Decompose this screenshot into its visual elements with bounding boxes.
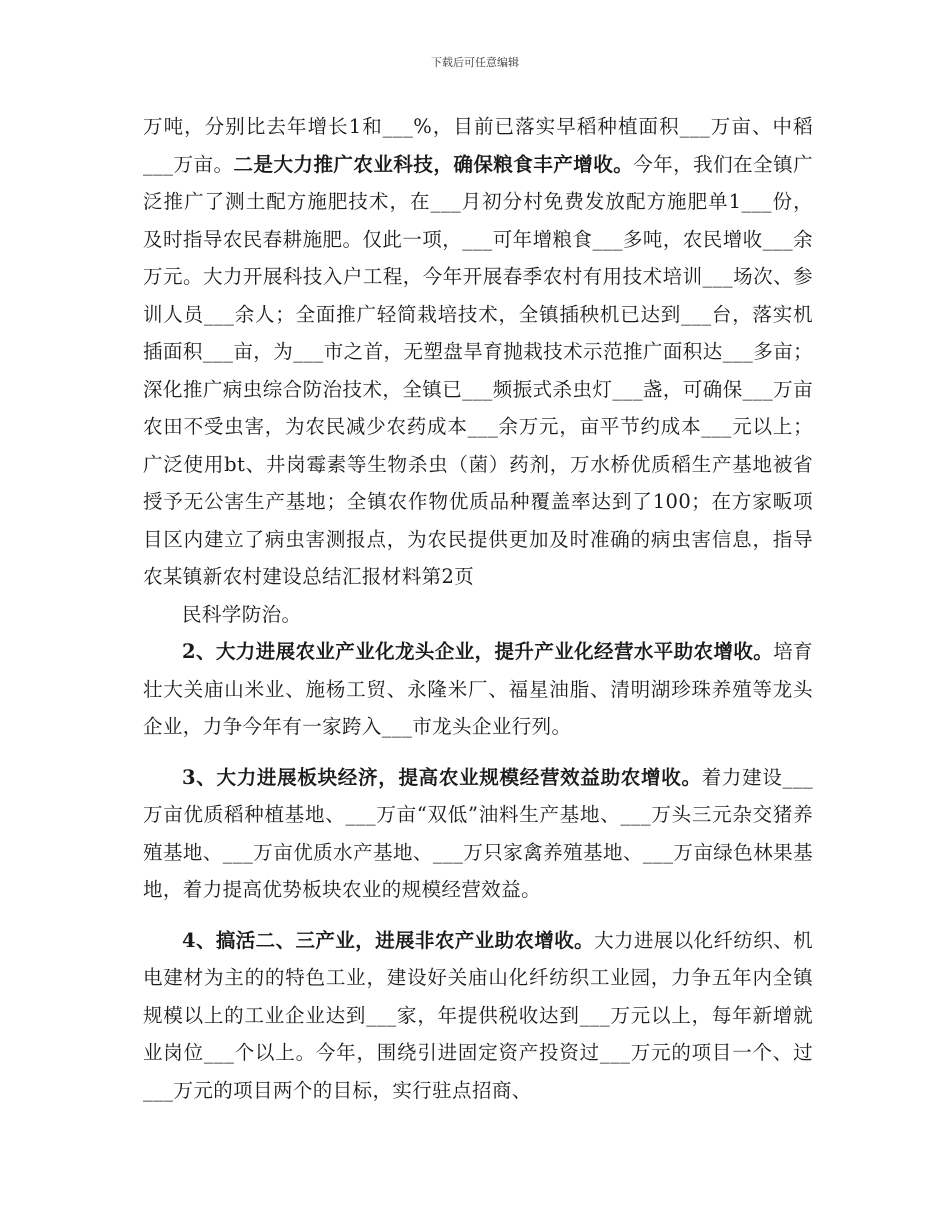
section-heading-block-economy: 3、大力进展板块经济，提高农业规模经营效益助农增收。 xyxy=(182,765,702,789)
paragraph-text: 万吨，分别比去年增长1和___%，目前已落实早稻种植面积___万亩、中稻___万亩。 xyxy=(143,115,813,176)
paragraph-non-agri-industry xyxy=(143,922,813,1110)
paragraph-text: 着力建设___万亩优质稻种植基地、___万亩“双低”油料生产基地、___万头三元杂交猪养殖基地、___万亩优质水产基地、___万只家禽养殖基地、___万亩绿色林果基地，着力提高优势板块农业的规模经营效益。 xyxy=(143,765,814,901)
paragraph-text: 培育壮大关庙山米业、施杨工贸、永隆米厂、福星油脂、清明湖珍珠养殖等龙头企业，力争今年有一家跨入___市龙头企业行列。 xyxy=(143,640,813,738)
paragraph-industrialization xyxy=(143,633,813,746)
paragraph-text: 今年，我们在全镇广泛推广了测土配方施肥技术，在___月初分村免费发放配方施肥单1___份，及时指导农民春耕施肥。仅此一项，___可年增粮食___多吨，农民增收___余万元。大力开展科技入户工程，今年开展春季农村有用技术培训___场次、参训人员___余人；全面推广轻简栽培技术，全镇插秧机已达到___台，落实机插面积___亩，为___市之首，无塑盘旱育抛栽技术示范推广面积达___多亩；深化推广病虫综合防治技术，全镇已___频振式杀虫灯___盏，可确保___万亩农田不受虫害，为农民减少农药成本___余万元，亩平节约成本___元以上；广泛使用bt、井岗霉素等生物杀虫（菌）药剂，万水桥优质稻生产基地被省授予无公害生产基地；全镇农作物优质品种覆盖率达到了100；在方家畈项目区内建立了病虫害测报点，为农民提供更加及时准确的病虫害信息，指导农某镇新农村建设总结汇报材料第2页 xyxy=(143,152,813,588)
page-header-watermark: 下载后可任意编辑 xyxy=(431,56,519,69)
paragraph-agri-tech xyxy=(143,108,813,596)
paragraph-continuation: 民科学防治。 xyxy=(182,602,302,626)
section-heading-non-agri-industry: 4、搞活二、三产业，进展非农产业助农增收。 xyxy=(182,928,595,952)
section-heading-agri-tech: 二是大力推广农业科技，确保粮食丰产增收。 xyxy=(233,152,634,176)
paragraph-text: 大力进展以化纤纺织、机电建材为主的的特色工业，建设好关庙山化纤纺织工业园，力争五年内全镇规模以上的工业企业达到___家，年提供税收达到___万元以上，每年新增就业岗位___个以上。今年，围绕引进固定资产投资过___万元的项目一个、过___万元的项目两个的目标，实行驻点招商、 xyxy=(143,928,814,1102)
paragraph-block-economy xyxy=(143,759,813,909)
section-heading-industrialization: 2、大力进展农业产业化龙头企业，提升产业化经营水平助农增收。 xyxy=(182,640,774,663)
document-body xyxy=(143,108,813,1109)
